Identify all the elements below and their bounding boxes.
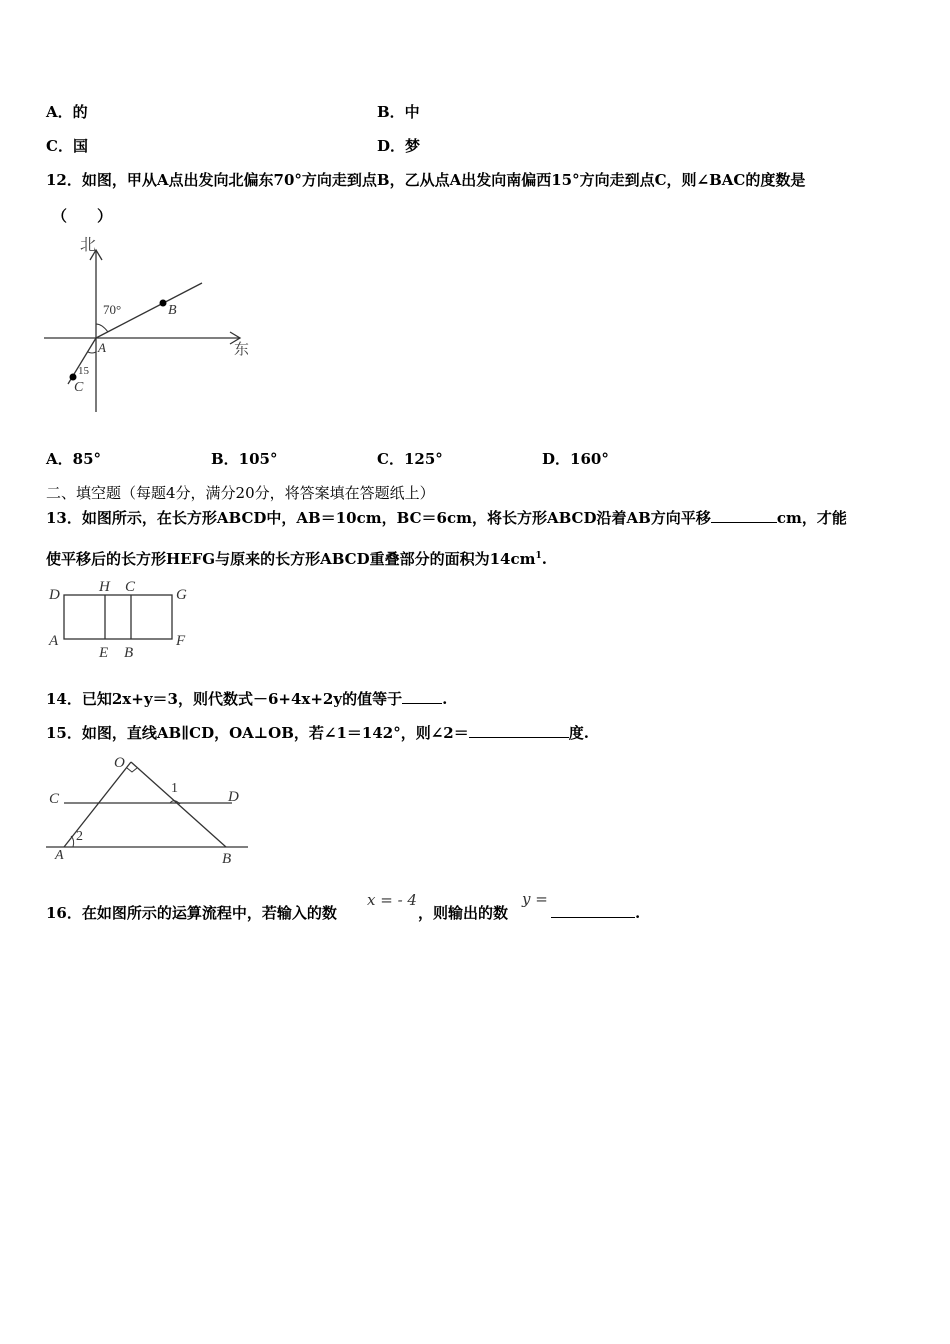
q15-label-angle1: 1	[171, 781, 178, 796]
q13-rectangle-figure	[44, 576, 204, 662]
q11-option-a: A．的	[46, 103, 88, 121]
q16-y-expression: y =	[522, 890, 548, 908]
q12-option-a: A．85°	[46, 450, 102, 468]
q14-answer-blank[interactable]	[402, 689, 442, 704]
q14-question	[46, 689, 447, 709]
q14-post: .	[442, 690, 448, 708]
q13-label-h: H	[99, 579, 110, 595]
q13-label-e: E	[99, 645, 109, 661]
q12-option-c: C．125°	[377, 450, 443, 468]
q13-label-f: F	[176, 633, 186, 649]
q16-post: .	[635, 904, 641, 922]
q15-label-d: D	[228, 789, 239, 805]
q13-question-line2	[46, 546, 547, 569]
q13-label-a: A	[49, 633, 59, 649]
q13-label-d: D	[49, 587, 60, 603]
q12-label-b: B	[168, 303, 177, 318]
q13-label-c: C	[125, 579, 136, 595]
q11-option-c: C．国	[46, 137, 88, 155]
q12-question-line1: 12．如图，甲从A点出发向北偏东70°方向走到点B，乙从点A出发向南偏西15°方向走到点C，则∠BAC的度数是	[46, 171, 806, 189]
q16-answer-blank[interactable]	[551, 903, 635, 918]
q11-option-d: D．梦	[377, 137, 421, 155]
q13-line1-pre: 13．如图所示，在长方形ABCD中，AB＝10cm，BC＝6cm，将长方形ABCD沿着AB方向平移	[46, 509, 711, 527]
q15-label-o: O	[114, 755, 125, 771]
q16-question-mid: ，则输出的数	[418, 904, 509, 922]
q15-post: 度.	[568, 724, 589, 742]
q12-option-b: B．105°	[211, 450, 278, 468]
q12-label-angle15: 15	[78, 365, 89, 377]
q12-label-north: 北	[80, 237, 97, 254]
section-2-heading: 二、填空题（每题4分，满分20分，将答案填在答题纸上）	[46, 484, 435, 502]
q15-question	[46, 723, 589, 743]
q13-line2-post: .	[541, 550, 547, 568]
q11-option-b: B．中	[377, 103, 420, 121]
q12-compass-figure	[40, 232, 260, 417]
q16-x-expression: x = - 4	[367, 891, 417, 909]
q16-answer-line	[551, 903, 640, 923]
q15-pre: 15．如图，直线AB∥CD，OA⊥OB，若∠1＝142°，则∠2＝	[46, 724, 469, 742]
q15-label-b: B	[222, 851, 232, 867]
q13-answer-blank[interactable]	[711, 508, 777, 523]
q15-label-a: A	[55, 848, 64, 863]
q12-label-a: A	[98, 340, 106, 355]
q13-line2-pre: 使平移后的长方形HEFG与原来的长方形ABCD重叠部分的面积为14cm	[46, 550, 536, 568]
q15-label-angle2: 2	[76, 829, 83, 844]
q15-parallel-lines-figure	[42, 750, 257, 868]
q12-label-angle70: 70°	[103, 302, 122, 317]
q15-label-c: C	[49, 791, 60, 807]
q13-question-line1	[46, 508, 847, 528]
q13-label-g: G	[176, 587, 187, 603]
q13-line1-post: cm，才能	[776, 509, 847, 527]
q13-label-b: B	[124, 645, 134, 661]
q14-pre: 14．已知2x+y＝3，则代数式－6+4x+2y的值等于	[46, 690, 403, 708]
q12-option-d: D．160°	[542, 450, 609, 468]
q13-line2-sup: 1	[535, 551, 542, 561]
q12-label-c: C	[74, 380, 84, 395]
q12-question-line2: （ ）	[52, 207, 113, 225]
q15-answer-blank[interactable]	[469, 723, 569, 738]
q16-question-pre: 16．在如图所示的运算流程中，若输入的数	[46, 904, 337, 922]
q12-label-east: 东	[234, 342, 250, 358]
q12-point-b-dot	[160, 300, 167, 307]
